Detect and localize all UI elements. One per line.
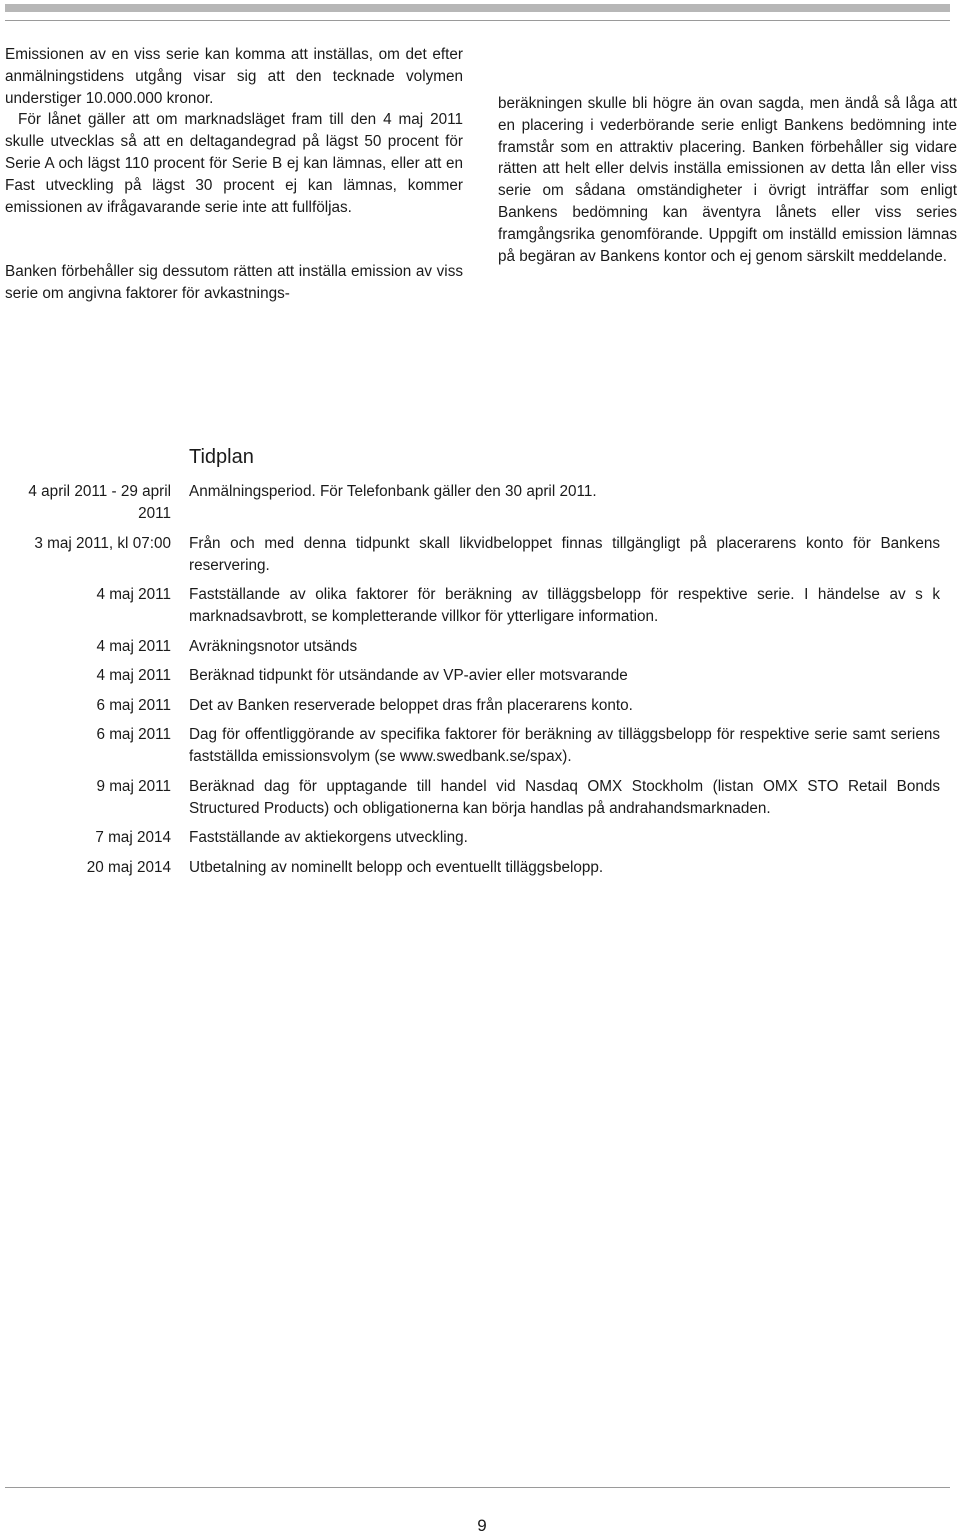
tidplan-heading: Tidplan	[189, 446, 254, 468]
tidplan-date: 4 maj 2011	[96, 667, 171, 684]
tidplan-description: Beräknad dag för upptagande till handel vid Nasdaq OMX Stockholm (listan OMX STO Retail Bonds Structured Products) och obligationerna kan börja handlas på andrahandsmarknaden.	[189, 777, 940, 817]
tidplan-row	[5, 636, 940, 658]
paragraph-calculation-continued: beräkningen skulle bli högre än ovan sagda, men ändå så låga att en placering i vederbörande serie enligt Bankens bedömning inte framstår som en attraktiv placering. Banken förbehåller sig vidare rätten att helt eller delvis inställa emissionen av detta lån eller viss serie om sådana omständigheter i övrigt inträffar som enligt Bankens bedömning kan äventyra lånets eller viss series framgångsrika genomförande. Uppgift om inställd emission lämnas på begäran av Bankens kontor och ej genom särskilt meddelande.	[498, 95, 957, 265]
tidplan-table	[5, 481, 940, 886]
tidplan-date: 20 maj 2014	[86, 858, 171, 876]
tidplan-description: Beräknad tidpunkt för utsändande av VP-avier eller motsvarande	[189, 667, 628, 684]
tidplan-date: 6 maj 2011	[96, 696, 171, 714]
tidplan-description: Avräkningsnotor utsänds	[189, 637, 358, 655]
page-number: 9	[477, 1516, 487, 1535]
paragraph-market-condition: För lånet gäller att om marknadsläget fram till den 4 maj 2011 skulle utvecklas så att en deltagandegrad på lägst 50 procent för Serie A och lägst 110 procent för Serie B ej kan lämnas, eller att en Fast utveckling på lägst 30 procent ej kan lämnas, kommer emissionen av ifrågavarande serie inte att fullföljas.	[5, 111, 463, 216]
tidplan-date: 7 maj 2014	[95, 829, 171, 846]
tidplan-description: Fastställande av aktiekorgens utveckling.	[189, 829, 468, 846]
tidplan-row	[5, 827, 940, 849]
tidplan-row	[5, 695, 940, 717]
tidplan-description: Fastställande av olika faktorer för beräkning av tilläggsbelopp för respektive serie. I händelse av s k marknadsavbrott, se kompletterande villkor för ytterligare information.	[189, 586, 940, 625]
footer-rule-line	[5, 1487, 950, 1488]
tidplan-date: 4 maj 2011	[96, 637, 171, 655]
tidplan-description: Utbetalning av nominellt belopp och eventuellt tilläggsbelopp.	[189, 858, 604, 876]
tidplan-row	[5, 533, 940, 577]
tidplan-description: Från och med denna tidpunkt skall likvidbeloppet finnas tillgängligt på placerarens konto för Bankens reservering.	[189, 534, 940, 574]
tidplan-row	[5, 857, 940, 879]
tidplan-date: 9 maj 2011	[96, 777, 171, 795]
tidplan-row	[5, 665, 940, 687]
paragraph-bank-reserves-right: Banken förbehåller sig dessutom rätten att inställa emission av viss serie om angivna faktorer för avkastnings-	[5, 263, 463, 303]
tidplan-description: Det av Banken reserverade beloppet dras från placerarens konto.	[189, 696, 633, 714]
right-text-column	[498, 93, 957, 267]
tidplan-row	[5, 584, 940, 628]
left-text-column	[5, 44, 463, 305]
tidplan-date: 6 maj 2011	[96, 726, 171, 743]
tidplan-description: Dag för offentliggörande av specifika faktorer för beräkning av tilläggsbelopp för respektive serie samt seriens fastställda emissionsvolym (se www.swedbank.se/spax).	[189, 726, 940, 765]
tidplan-date: 3 maj 2011, kl 07:00	[34, 534, 171, 552]
paragraph-emission-cancel: Emissionen av en viss serie kan komma att inställas, om det efter anmälningstidens utgång visar sig att den tecknade volymen understiger 10.000.000 kronor.	[5, 46, 463, 107]
tidplan-date: 4 april 2011 - 29 april 2011	[28, 483, 171, 522]
tidplan-row	[5, 724, 940, 768]
tidplan-row	[5, 481, 940, 525]
header-rule-bar	[5, 4, 950, 12]
tidplan-row	[5, 776, 940, 820]
tidplan-description: Anmälningsperiod. För Telefonbank gäller den 30 april 2011.	[189, 483, 597, 500]
tidplan-date: 4 maj 2011	[96, 586, 171, 603]
header-rule-line	[5, 20, 950, 21]
